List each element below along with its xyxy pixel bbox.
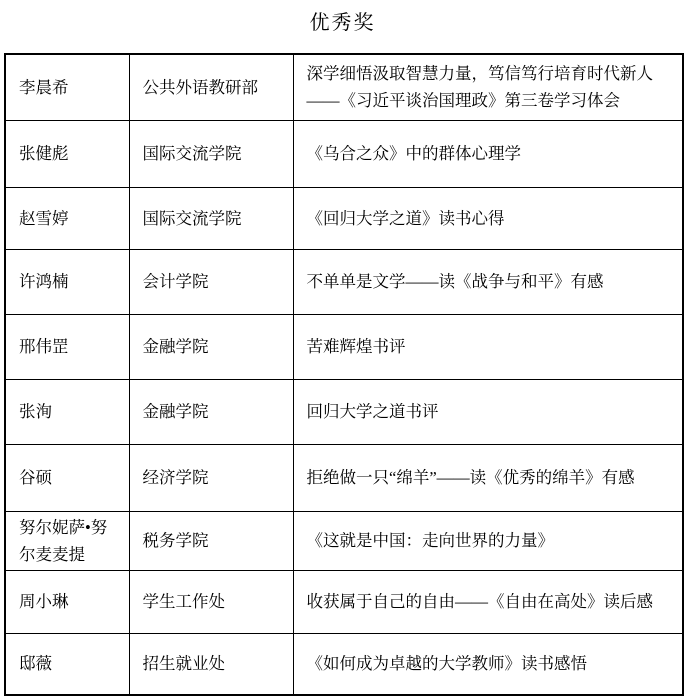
- cell-work: 苦难辉煌书评: [293, 314, 683, 379]
- cell-work: 深学细悟汲取智慧力量，笃信笃行培育时代新人——《习近平谈治国理政》第三卷学习体会: [293, 54, 683, 120]
- cell-name: 张洵: [5, 379, 129, 444]
- table-row: [5, 570, 683, 633]
- table-row: [5, 249, 683, 314]
- award-table: [4, 53, 684, 696]
- cell-dept: 金融学院: [129, 379, 293, 444]
- table-row: [5, 444, 683, 511]
- table-row: [5, 633, 683, 695]
- table-row: [5, 511, 683, 570]
- table-row: [5, 54, 683, 120]
- table-row: [5, 314, 683, 379]
- cell-dept: 会计学院: [129, 249, 293, 314]
- cell-dept: 国际交流学院: [129, 120, 293, 187]
- table-row: [5, 120, 683, 187]
- cell-work: 《乌合之众》中的群体心理学: [293, 120, 683, 187]
- cell-name: 赵雪婷: [5, 187, 129, 249]
- cell-work: 《回归大学之道》读书心得: [293, 187, 683, 249]
- cell-work: 收获属于自己的自由——《自由在高处》读后感: [293, 570, 683, 633]
- cell-work: 回归大学之道书评: [293, 379, 683, 444]
- cell-name: 周小琳: [5, 570, 129, 633]
- cell-dept: 经济学院: [129, 444, 293, 511]
- cell-name: 谷硕: [5, 444, 129, 511]
- cell-dept: 税务学院: [129, 511, 293, 570]
- cell-name: 邢伟罡: [5, 314, 129, 379]
- cell-dept: 招生就业处: [129, 633, 293, 695]
- cell-dept: 学生工作处: [129, 570, 293, 633]
- table-row: [5, 187, 683, 249]
- cell-work: 拒绝做一只“绵羊”——读《优秀的绵羊》有感: [293, 444, 683, 511]
- cell-dept: 公共外语教研部: [129, 54, 293, 120]
- cell-work: 《这就是中国：走向世界的力量》: [293, 511, 683, 570]
- cell-dept: 金融学院: [129, 314, 293, 379]
- cell-dept: 国际交流学院: [129, 187, 293, 249]
- cell-work: 《如何成为卓越的大学教师》读书感悟: [293, 633, 683, 695]
- cell-name: 许鸿楠: [5, 249, 129, 314]
- table-row: [5, 379, 683, 444]
- cell-name: 李晨希: [5, 54, 129, 120]
- cell-name: 努尔妮萨•努尔麦麦提: [5, 511, 129, 570]
- cell-name: 张健彪: [5, 120, 129, 187]
- cell-name: 邸薇: [5, 633, 129, 695]
- page-title: 优秀奖: [309, 12, 376, 34]
- cell-work: 不单单是文学——读《战争与和平》有感: [293, 249, 683, 314]
